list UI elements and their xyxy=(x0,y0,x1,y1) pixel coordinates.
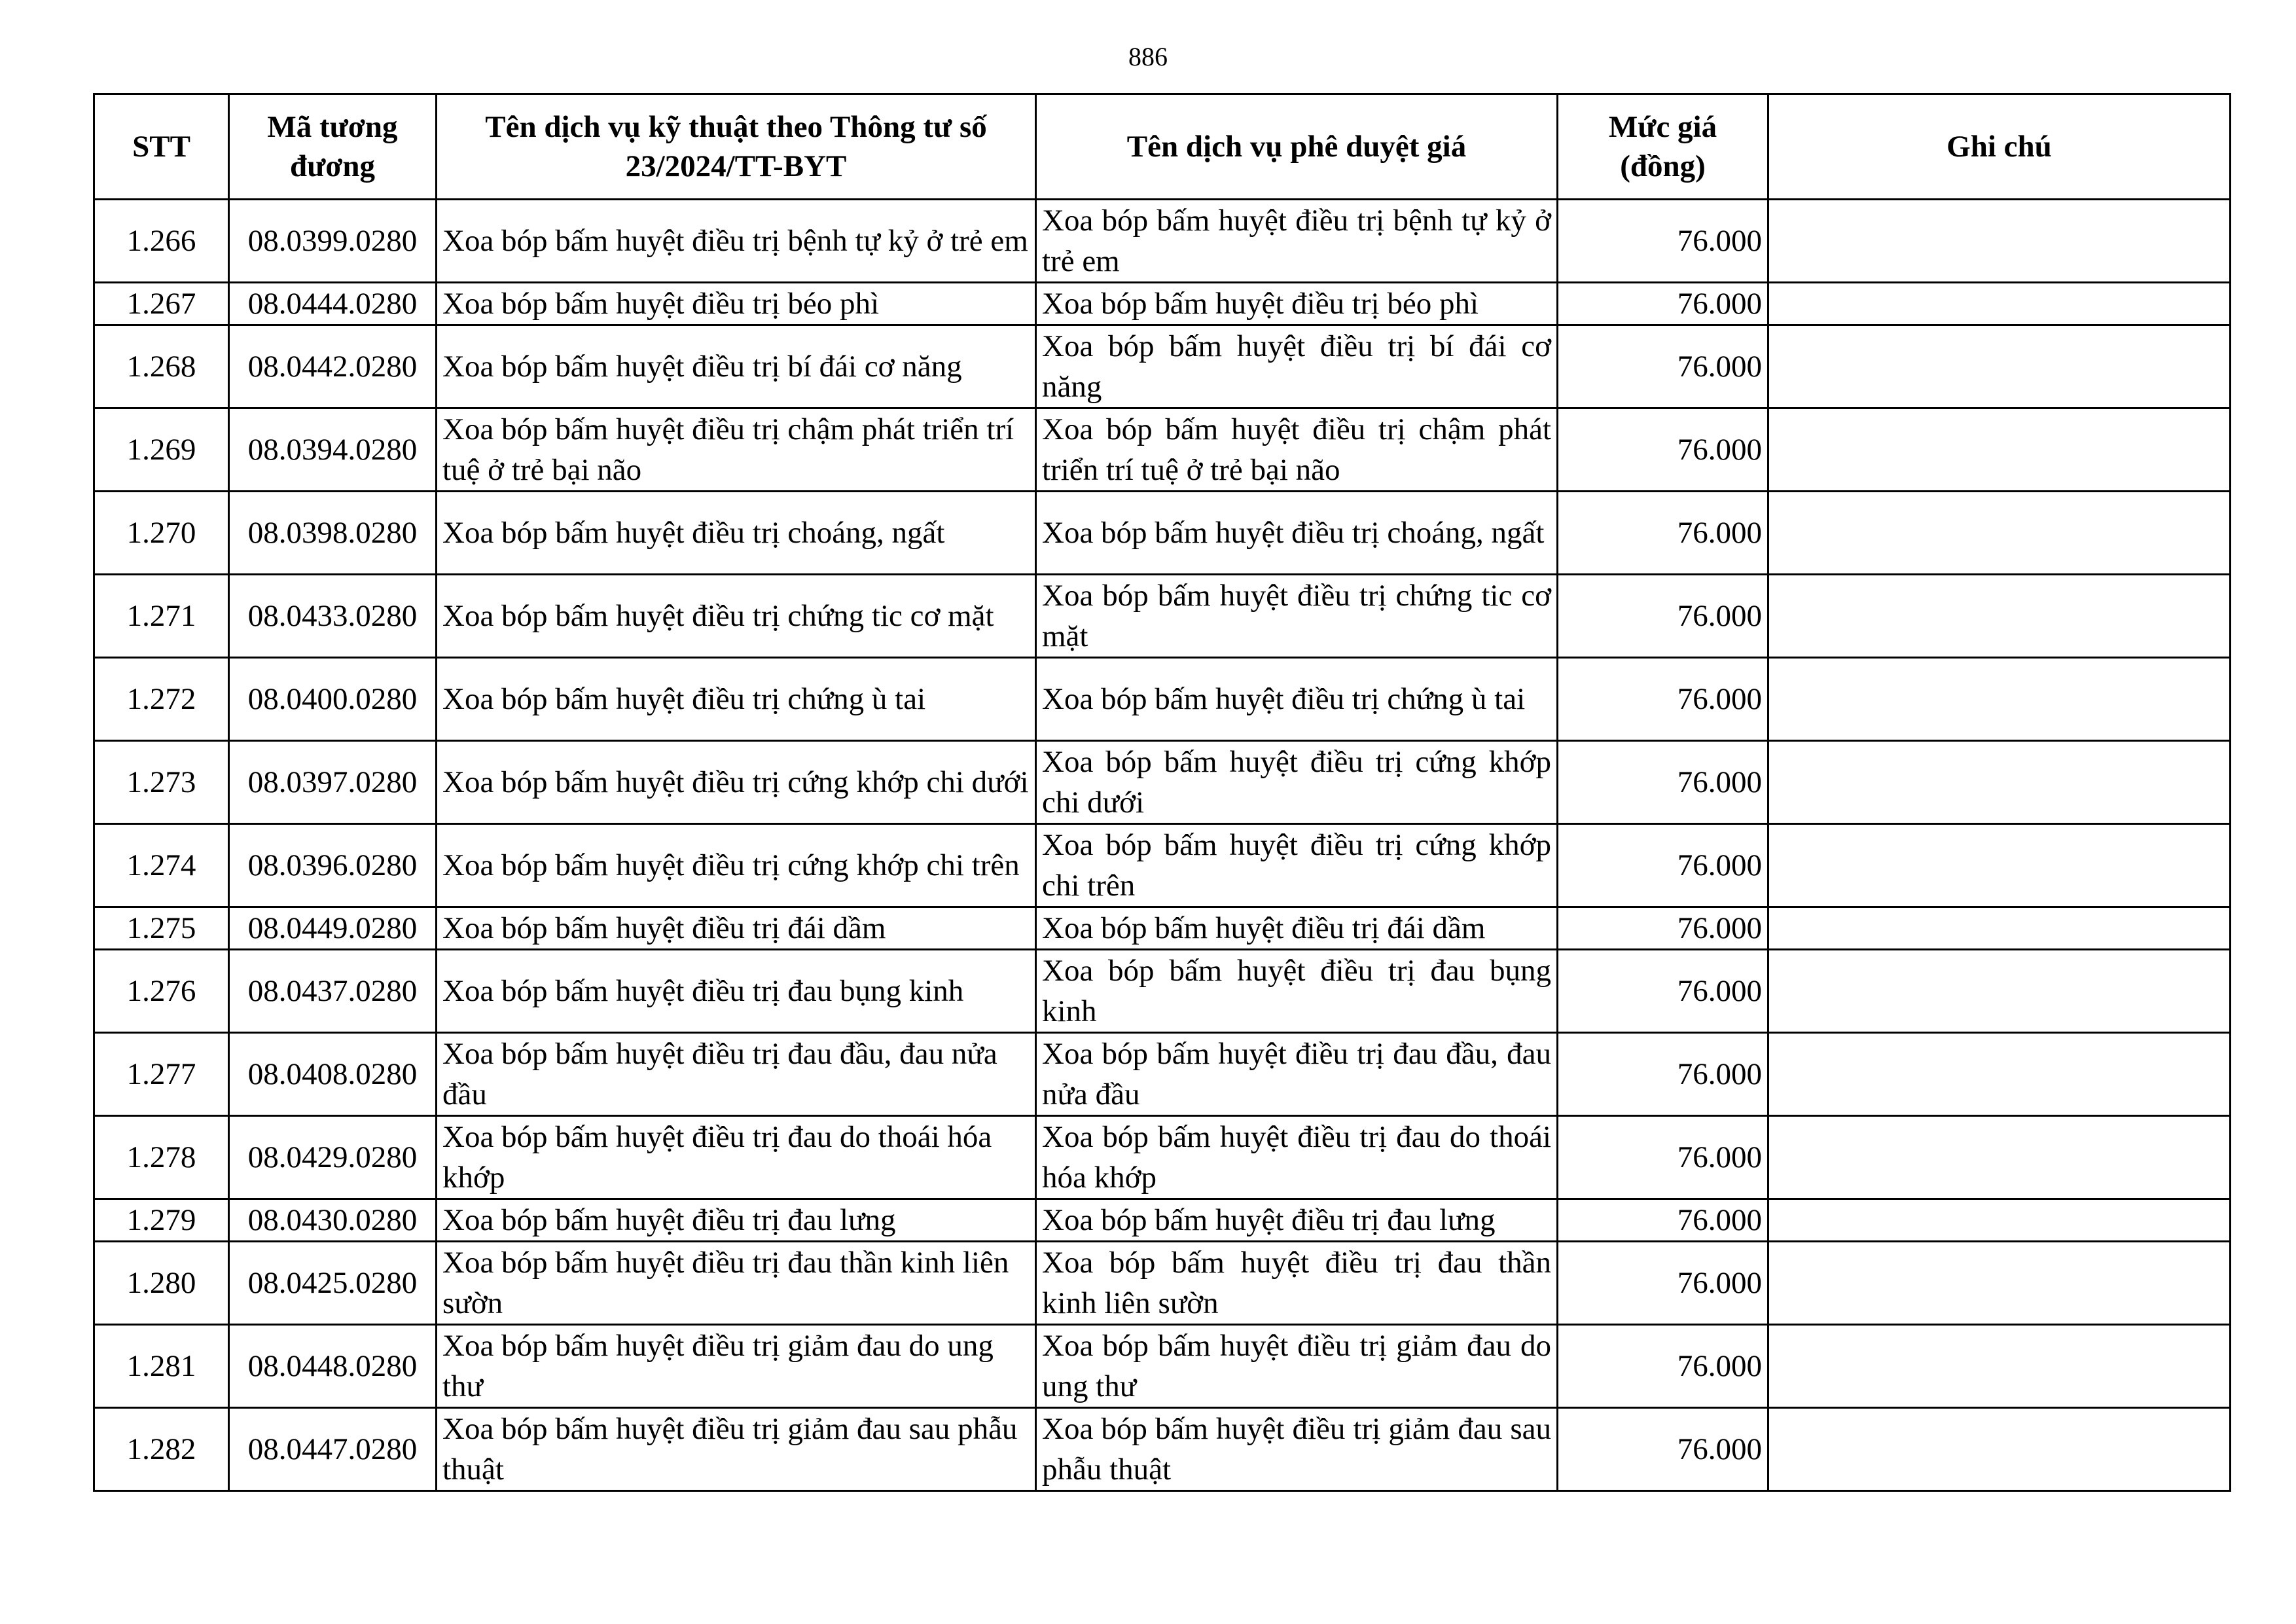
cell-ten-phe-duyet: Xoa bóp bấm huyệt điều trị giảm đau sau phẫu thuật xyxy=(1036,1408,1558,1491)
cell-ma-tuong-duong: 08.0437.0280 xyxy=(229,950,437,1033)
cell-ten-ky-thuat: Xoa bóp bấm huyệt điều trị đái dầm xyxy=(437,907,1036,950)
cell-stt: 1.268 xyxy=(94,325,229,408)
cell-stt: 1.274 xyxy=(94,824,229,907)
cell-ten-ky-thuat: Xoa bóp bấm huyệt điều trị đau do thoái hóa khớp xyxy=(437,1116,1036,1199)
cell-ma-tuong-duong: 08.0396.0280 xyxy=(229,824,437,907)
cell-ghi-chu xyxy=(1768,325,2231,408)
cell-muc-gia: 76.000 xyxy=(1558,575,1768,658)
cell-ten-phe-duyet: Xoa bóp bấm huyệt điều trị choáng, ngất xyxy=(1036,492,1558,575)
cell-stt: 1.269 xyxy=(94,408,229,492)
cell-ten-ky-thuat: Xoa bóp bấm huyệt điều trị đau bụng kinh xyxy=(437,950,1036,1033)
table-row xyxy=(94,200,2231,283)
cell-ghi-chu xyxy=(1768,492,2231,575)
cell-ten-phe-duyet: Xoa bóp bấm huyệt điều trị cứng khớp chi trên xyxy=(1036,824,1558,907)
cell-ghi-chu xyxy=(1768,907,2231,950)
table-body xyxy=(94,200,2231,1491)
cell-ten-ky-thuat: Xoa bóp bấm huyệt điều trị cứng khớp chi dưới xyxy=(437,741,1036,824)
table-row xyxy=(94,907,2231,950)
cell-stt: 1.273 xyxy=(94,741,229,824)
cell-muc-gia: 76.000 xyxy=(1558,824,1768,907)
cell-stt: 1.282 xyxy=(94,1408,229,1491)
cell-ten-phe-duyet: Xoa bóp bấm huyệt điều trị béo phì xyxy=(1036,283,1558,325)
cell-ghi-chu xyxy=(1768,1116,2231,1199)
cell-muc-gia: 76.000 xyxy=(1558,1325,1768,1408)
cell-muc-gia: 76.000 xyxy=(1558,1116,1768,1199)
table-row xyxy=(94,1116,2231,1199)
cell-ten-ky-thuat: Xoa bóp bấm huyệt điều trị bệnh tự kỷ ở trẻ em xyxy=(437,200,1036,283)
cell-stt: 1.281 xyxy=(94,1325,229,1408)
cell-ten-ky-thuat: Xoa bóp bấm huyệt điều trị choáng, ngất xyxy=(437,492,1036,575)
cell-ten-ky-thuat: Xoa bóp bấm huyệt điều trị đau lưng xyxy=(437,1199,1036,1242)
header-ma-tuong-duong: Mã tương đương xyxy=(229,94,437,200)
cell-ma-tuong-duong: 08.0397.0280 xyxy=(229,741,437,824)
cell-ghi-chu xyxy=(1768,658,2231,741)
table-row xyxy=(94,950,2231,1033)
cell-ghi-chu xyxy=(1768,824,2231,907)
cell-stt: 1.267 xyxy=(94,283,229,325)
cell-muc-gia: 76.000 xyxy=(1558,1199,1768,1242)
cell-ten-ky-thuat: Xoa bóp bấm huyệt điều trị béo phì xyxy=(437,283,1036,325)
cell-ten-ky-thuat: Xoa bóp bấm huyệt điều trị cứng khớp chi trên xyxy=(437,824,1036,907)
cell-ma-tuong-duong: 08.0400.0280 xyxy=(229,658,437,741)
cell-muc-gia: 76.000 xyxy=(1558,1242,1768,1325)
cell-muc-gia: 76.000 xyxy=(1558,658,1768,741)
table-header-row xyxy=(94,94,2231,200)
cell-ma-tuong-duong: 08.0449.0280 xyxy=(229,907,437,950)
cell-ghi-chu xyxy=(1768,741,2231,824)
cell-ten-ky-thuat: Xoa bóp bấm huyệt điều trị bí đái cơ năng xyxy=(437,325,1036,408)
cell-ghi-chu xyxy=(1768,408,2231,492)
cell-ma-tuong-duong: 08.0430.0280 xyxy=(229,1199,437,1242)
cell-muc-gia: 76.000 xyxy=(1558,325,1768,408)
cell-ten-phe-duyet: Xoa bóp bấm huyệt điều trị bệnh tự kỷ ở trẻ em xyxy=(1036,200,1558,283)
cell-ghi-chu xyxy=(1768,1325,2231,1408)
table-row xyxy=(94,658,2231,741)
cell-stt: 1.279 xyxy=(94,1199,229,1242)
table-row xyxy=(94,492,2231,575)
cell-stt: 1.276 xyxy=(94,950,229,1033)
header-ten-phe-duyet: Tên dịch vụ phê duyệt giá xyxy=(1036,94,1558,200)
cell-ghi-chu xyxy=(1768,283,2231,325)
table-row xyxy=(94,824,2231,907)
cell-ma-tuong-duong: 08.0444.0280 xyxy=(229,283,437,325)
cell-ma-tuong-duong: 08.0425.0280 xyxy=(229,1242,437,1325)
cell-ten-ky-thuat: Xoa bóp bấm huyệt điều trị chứng tic cơ mặt xyxy=(437,575,1036,658)
cell-stt: 1.272 xyxy=(94,658,229,741)
cell-ma-tuong-duong: 08.0394.0280 xyxy=(229,408,437,492)
cell-ghi-chu xyxy=(1768,1033,2231,1116)
cell-ma-tuong-duong: 08.0429.0280 xyxy=(229,1116,437,1199)
table-row xyxy=(94,1199,2231,1242)
cell-ghi-chu xyxy=(1768,1242,2231,1325)
cell-muc-gia: 76.000 xyxy=(1558,950,1768,1033)
cell-ten-ky-thuat: Xoa bóp bấm huyệt điều trị chậm phát triển trí tuệ ở trẻ bại não xyxy=(437,408,1036,492)
cell-ten-phe-duyet: Xoa bóp bấm huyệt điều trị cứng khớp chi dưới xyxy=(1036,741,1558,824)
cell-muc-gia: 76.000 xyxy=(1558,1408,1768,1491)
cell-ma-tuong-duong: 08.0448.0280 xyxy=(229,1325,437,1408)
cell-stt: 1.278 xyxy=(94,1116,229,1199)
cell-ten-ky-thuat: Xoa bóp bấm huyệt điều trị đau đầu, đau nửa đầu xyxy=(437,1033,1036,1116)
cell-stt: 1.277 xyxy=(94,1033,229,1116)
cell-muc-gia: 76.000 xyxy=(1558,907,1768,950)
cell-ghi-chu xyxy=(1768,200,2231,283)
cell-ten-phe-duyet: Xoa bóp bấm huyệt điều trị chứng ù tai xyxy=(1036,658,1558,741)
cell-ten-phe-duyet: Xoa bóp bấm huyệt điều trị chứng tic cơ mặt xyxy=(1036,575,1558,658)
cell-muc-gia: 76.000 xyxy=(1558,283,1768,325)
cell-stt: 1.270 xyxy=(94,492,229,575)
cell-ten-ky-thuat: Xoa bóp bấm huyệt điều trị giảm đau sau phẫu thuật xyxy=(437,1408,1036,1491)
cell-stt: 1.271 xyxy=(94,575,229,658)
header-ten-ky-thuat: Tên dịch vụ kỹ thuật theo Thông tư số 23/2024/TT-BYT xyxy=(437,94,1036,200)
cell-ma-tuong-duong: 08.0433.0280 xyxy=(229,575,437,658)
cell-stt: 1.275 xyxy=(94,907,229,950)
table-row xyxy=(94,741,2231,824)
cell-ma-tuong-duong: 08.0408.0280 xyxy=(229,1033,437,1116)
cell-ghi-chu xyxy=(1768,1199,2231,1242)
page-number: 886 xyxy=(1128,42,1168,71)
cell-ghi-chu xyxy=(1768,1408,2231,1491)
header-stt: STT xyxy=(94,94,229,200)
table-row xyxy=(94,575,2231,658)
cell-ma-tuong-duong: 08.0398.0280 xyxy=(229,492,437,575)
cell-ten-phe-duyet: Xoa bóp bấm huyệt điều trị đau đầu, đau nửa đầu xyxy=(1036,1033,1558,1116)
cell-ten-phe-duyet: Xoa bóp bấm huyệt điều trị đái dầm xyxy=(1036,907,1558,950)
cell-ten-phe-duyet: Xoa bóp bấm huyệt điều trị đau bụng kinh xyxy=(1036,950,1558,1033)
table-row xyxy=(94,1033,2231,1116)
cell-ghi-chu xyxy=(1768,575,2231,658)
cell-muc-gia: 76.000 xyxy=(1558,1033,1768,1116)
cell-muc-gia: 76.000 xyxy=(1558,200,1768,283)
table-row xyxy=(94,325,2231,408)
cell-ten-phe-duyet: Xoa bóp bấm huyệt điều trị giảm đau do ung thư xyxy=(1036,1325,1558,1408)
price-table xyxy=(93,93,2231,1492)
cell-stt: 1.280 xyxy=(94,1242,229,1325)
table-row xyxy=(94,283,2231,325)
cell-ma-tuong-duong: 08.0442.0280 xyxy=(229,325,437,408)
table-row xyxy=(94,1408,2231,1491)
cell-muc-gia: 76.000 xyxy=(1558,741,1768,824)
cell-ten-phe-duyet: Xoa bóp bấm huyệt điều trị đau lưng xyxy=(1036,1199,1558,1242)
cell-muc-gia: 76.000 xyxy=(1558,408,1768,492)
cell-ten-ky-thuat: Xoa bóp bấm huyệt điều trị đau thần kinh liên sườn xyxy=(437,1242,1036,1325)
cell-ten-ky-thuat: Xoa bóp bấm huyệt điều trị chứng ù tai xyxy=(437,658,1036,741)
table-row xyxy=(94,1325,2231,1408)
table-row xyxy=(94,1242,2231,1325)
cell-muc-gia: 76.000 xyxy=(1558,492,1768,575)
cell-ghi-chu xyxy=(1768,950,2231,1033)
cell-ten-phe-duyet: Xoa bóp bấm huyệt điều trị đau thần kinh liên sườn xyxy=(1036,1242,1558,1325)
table-row xyxy=(94,408,2231,492)
cell-ma-tuong-duong: 08.0447.0280 xyxy=(229,1408,437,1491)
header-ghi-chu: Ghi chú xyxy=(1768,94,2231,200)
cell-stt: 1.266 xyxy=(94,200,229,283)
cell-ten-phe-duyet: Xoa bóp bấm huyệt điều trị chậm phát triển trí tuệ ở trẻ bại não xyxy=(1036,408,1558,492)
cell-ten-ky-thuat: Xoa bóp bấm huyệt điều trị giảm đau do ung thư xyxy=(437,1325,1036,1408)
cell-ten-phe-duyet: Xoa bóp bấm huyệt điều trị bí đái cơ năng xyxy=(1036,325,1558,408)
header-muc-gia: Mức giá (đồng) xyxy=(1558,94,1768,200)
cell-ten-phe-duyet: Xoa bóp bấm huyệt điều trị đau do thoái hóa khớp xyxy=(1036,1116,1558,1199)
cell-ma-tuong-duong: 08.0399.0280 xyxy=(229,200,437,283)
